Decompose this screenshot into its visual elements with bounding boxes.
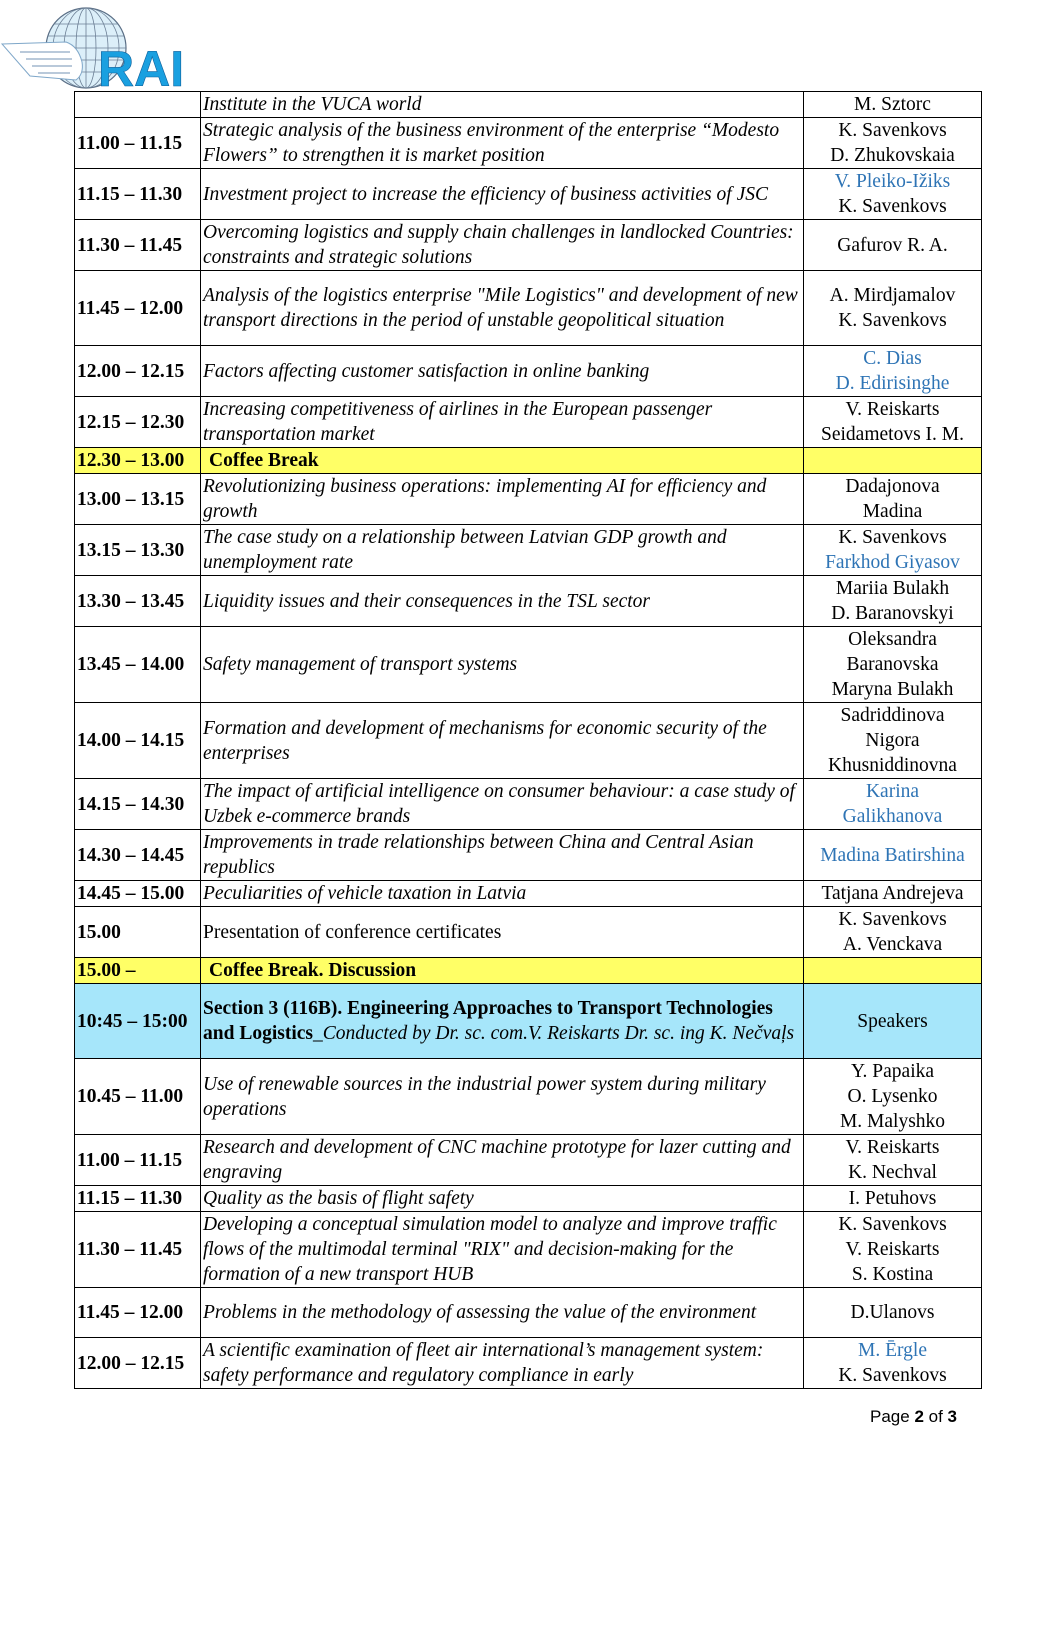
- speaker-name: I. Petuhovs: [848, 1188, 937, 1209]
- speaker-name: Tatjana Andrejeva: [821, 883, 964, 904]
- speakers-cell: [804, 169, 982, 220]
- break-label: Coffee Break: [201, 448, 804, 474]
- time-cell: 15.00 –: [75, 958, 201, 984]
- speakers-cell: [804, 1186, 982, 1212]
- section-title: Section 3 (116B). Engineering Approaches to Transport Technologies and Logistics: [203, 998, 773, 1044]
- speaker-name: M. Sztorc: [854, 94, 931, 115]
- time-cell: 13.15 – 13.30: [75, 525, 201, 576]
- time-cell: 12.00 – 12.15: [75, 1338, 201, 1389]
- time-cell: 13.30 – 13.45: [75, 576, 201, 627]
- time-cell: 11.15 – 11.30: [75, 169, 201, 220]
- time-cell: 10.45 – 11.00: [75, 1059, 201, 1135]
- speakers-cell: [804, 881, 982, 907]
- time-cell: 11.45 – 12.00: [75, 271, 201, 346]
- presentation-title: Liquidity issues and their consequences in the TSL sector: [201, 576, 804, 627]
- speaker-name: Nigora: [865, 730, 920, 751]
- speakers-cell: [804, 576, 982, 627]
- time-cell: 14.45 – 15.00: [75, 881, 201, 907]
- presentation-title: Research and development of CNC machine prototype for lazer cutting and engraving: [201, 1135, 804, 1186]
- section-title-cell: [201, 984, 804, 1059]
- speaker-name: Khusniddinovna: [828, 755, 957, 776]
- presentation-title: The case study on a relationship between Latvian GDP growth and unemployment rate: [201, 525, 804, 576]
- session-row: [75, 627, 982, 703]
- session-row: [75, 525, 982, 576]
- session-row: [75, 118, 982, 169]
- speaker-name: Madina Batirshina: [820, 844, 965, 866]
- speaker-name: D. Zhukovskaia: [830, 145, 955, 166]
- presentation-title: Formation and development of mechanisms for economic security of the enterprises: [201, 703, 804, 779]
- session-row: [75, 1059, 982, 1135]
- presentation-title: Peculiarities of vehicle taxation in Latvia: [201, 881, 804, 907]
- speaker-name: A. Venckava: [842, 934, 943, 955]
- speaker-name: D. Baranovskyi: [831, 603, 954, 624]
- time-cell: 11.00 – 11.15: [75, 1135, 201, 1186]
- speakers-cell: [804, 118, 982, 169]
- speaker-name: K. Savenkovs: [838, 909, 947, 930]
- speakers-cell: [804, 779, 982, 830]
- presentation-title: A scientific examination of fleet air international’s management system: safety performance and regulatory compliance in early: [201, 1338, 804, 1389]
- session-row: [75, 397, 982, 448]
- speaker-name: Dadajonova: [845, 476, 940, 497]
- section-header-row: [75, 984, 982, 1059]
- presentation-title: Safety management of transport systems: [201, 627, 804, 703]
- session-row: [75, 169, 982, 220]
- speaker-name: S. Kostina: [851, 1264, 934, 1285]
- speakers-cell: [804, 92, 982, 118]
- presentation-title: Factors affecting customer satisfaction in online banking: [201, 346, 804, 397]
- speaker-name: V. Reiskarts: [845, 1239, 940, 1260]
- rai-logo-icon: [0, 4, 190, 90]
- footer-total-pages: 3: [947, 1407, 957, 1426]
- presentation-title: Improvements in trade relationships between China and Central Asian republics: [201, 830, 804, 881]
- speakers-cell: [804, 1135, 982, 1186]
- time-cell: 12.00 – 12.15: [75, 346, 201, 397]
- session-row: [75, 220, 982, 271]
- speaker-name: Maryna Bulakh: [831, 679, 954, 700]
- time-cell: 11.30 – 11.45: [75, 1212, 201, 1288]
- speaker-name: M. Ērgle: [858, 1340, 927, 1361]
- rai-logo: [0, 4, 190, 90]
- speakers-cell: [804, 525, 982, 576]
- speaker-name: K. Savenkovs: [838, 310, 947, 331]
- session-row: [75, 1338, 982, 1389]
- session-row: [75, 779, 982, 830]
- speakers-cell: [804, 346, 982, 397]
- speakers-cell: [804, 958, 982, 984]
- presentation-title: Quality as the basis of flight safety: [201, 1186, 804, 1212]
- time-cell: 15.00: [75, 907, 201, 958]
- presentation-title: Problems in the methodology of assessing the value of the environment: [201, 1288, 804, 1338]
- presentation-title: Analysis of the logistics enterprise "Mile Logistics" and development of new transport directions in the period of unstable geopolitical situation: [201, 271, 804, 346]
- time-cell: 12.30 – 13.00: [75, 448, 201, 474]
- speakers-cell: [804, 703, 982, 779]
- speakers-cell: [804, 397, 982, 448]
- footer-prefix: Page: [870, 1407, 915, 1426]
- program-table: [74, 91, 982, 1389]
- session-row: [75, 1212, 982, 1288]
- speaker-name: Speakers: [857, 1010, 928, 1032]
- time-cell: 11.15 – 11.30: [75, 1186, 201, 1212]
- speakers-cell: [804, 448, 982, 474]
- session-row: [75, 1288, 982, 1338]
- session-row: [75, 576, 982, 627]
- presentation-title: Strategic analysis of the business environment of the enterprise “Modesto Flowers” to strengthen it is market position: [201, 118, 804, 169]
- speakers-cell: [804, 220, 982, 271]
- speakers-cell: [804, 1212, 982, 1288]
- speaker-name: O. Lysenko: [847, 1086, 938, 1107]
- presentation-title: Increasing competitiveness of airlines in the European passenger transportation market: [201, 397, 804, 448]
- time-cell: 14.15 – 14.30: [75, 779, 201, 830]
- time-cell: 12.15 – 12.30: [75, 397, 201, 448]
- speaker-name: Karina: [865, 781, 920, 802]
- presentation-title: Presentation of conference certificates: [201, 907, 804, 958]
- speakers-cell: [804, 271, 982, 346]
- speaker-name: Seidametovs I. M.: [821, 424, 964, 445]
- speakers-cell: [804, 1338, 982, 1389]
- time-cell: [75, 92, 201, 118]
- presentation-title: The impact of artificial intelligence on consumer behaviour: a case study of Uzbek e-commerce brands: [201, 779, 804, 830]
- time-cell: 10:45 – 15:00: [75, 984, 201, 1059]
- speakers-cell: [804, 1059, 982, 1135]
- session-row: [75, 703, 982, 779]
- section-moderators: _Conducted by Dr. sc. com.V. Reiskarts Dr. sc. ing K. Nečvaļs: [312, 1023, 795, 1044]
- speaker-name: K. Savenkovs: [838, 1365, 947, 1386]
- time-cell: 11.45 – 12.00: [75, 1288, 201, 1338]
- speaker-name: K. Nechval: [848, 1162, 937, 1183]
- speaker-name: Madina: [862, 501, 923, 522]
- time-cell: 14.30 – 14.45: [75, 830, 201, 881]
- session-row: [75, 1186, 982, 1212]
- speaker-name: K. Savenkovs: [838, 527, 947, 548]
- footer-middle: of: [923, 1407, 948, 1426]
- presentation-title: Institute in the VUCA world: [201, 92, 804, 118]
- footer-current-page: 2: [914, 1407, 924, 1426]
- break-label: Coffee Break. Discussion: [201, 958, 804, 984]
- session-row: [75, 474, 982, 525]
- time-cell: 14.00 – 14.15: [75, 703, 201, 779]
- speaker-name: Gafurov R. A.: [837, 234, 948, 256]
- page-footer: [870, 1407, 957, 1427]
- speaker-name: Baranovska: [846, 654, 939, 675]
- speaker-name: Galikhanova: [842, 806, 943, 827]
- session-row: [75, 1135, 982, 1186]
- speaker-name: Farkhod Giyasov: [825, 552, 960, 573]
- speakers-cell: [804, 830, 982, 881]
- svg-text:RAI: RAI: [98, 41, 185, 90]
- presentation-title: Overcoming logistics and supply chain challenges in landlocked Countries: constraints and strategic solutions: [201, 220, 804, 271]
- time-cell: 13.45 – 14.00: [75, 627, 201, 703]
- speaker-name: V. Reiskarts: [845, 1137, 940, 1158]
- speaker-name: D.Ulanovs: [850, 1302, 935, 1323]
- session-row: [75, 346, 982, 397]
- speaker-name: Mariia Bulakh: [835, 578, 950, 599]
- session-row: [75, 92, 982, 118]
- speaker-name: A. Mirdjamalov: [829, 285, 956, 306]
- speakers-cell: [804, 1288, 982, 1338]
- presentation-title: Revolutionizing business operations: implementing AI for efficiency and growth: [201, 474, 804, 525]
- presentation-title: Investment project to increase the efficiency of business activities of JSC: [201, 169, 804, 220]
- presentation-title: Use of renewable sources in the industrial power system during military operations: [201, 1059, 804, 1135]
- break-row: [75, 958, 982, 984]
- speaker-name: M. Malyshko: [839, 1111, 946, 1132]
- speakers-cell: [804, 907, 982, 958]
- speaker-name: V. Reiskarts: [845, 399, 940, 420]
- speaker-name: K. Savenkovs: [838, 120, 947, 141]
- speaker-name: K. Savenkovs: [838, 196, 947, 217]
- speaker-name: V. Pleiko-Ižiks: [834, 171, 951, 192]
- speaker-name: K. Savenkovs: [838, 1214, 947, 1235]
- speakers-cell: [804, 474, 982, 525]
- session-row: [75, 907, 982, 958]
- session-row: [75, 881, 982, 907]
- speaker-name: Sadriddinova: [840, 705, 945, 726]
- time-cell: 11.00 – 11.15: [75, 118, 201, 169]
- time-cell: 11.30 – 11.45: [75, 220, 201, 271]
- program-table-body: [75, 92, 982, 1389]
- session-row: [75, 830, 982, 881]
- speaker-name: Y. Papaika: [850, 1061, 935, 1082]
- time-cell: 13.00 – 13.15: [75, 474, 201, 525]
- speakers-cell: [804, 984, 982, 1059]
- break-row: [75, 448, 982, 474]
- speaker-name: Oleksandra: [848, 629, 937, 650]
- session-row: [75, 271, 982, 346]
- presentation-title: Developing a conceptual simulation model to analyze and improve traffic flows of the multimodal terminal "RIX" and decision-making for the formation of a new transport HUB: [201, 1212, 804, 1288]
- speaker-name: C. Dias: [863, 348, 922, 369]
- speakers-cell: [804, 627, 982, 703]
- speaker-name: D. Edirisinghe: [835, 373, 950, 394]
